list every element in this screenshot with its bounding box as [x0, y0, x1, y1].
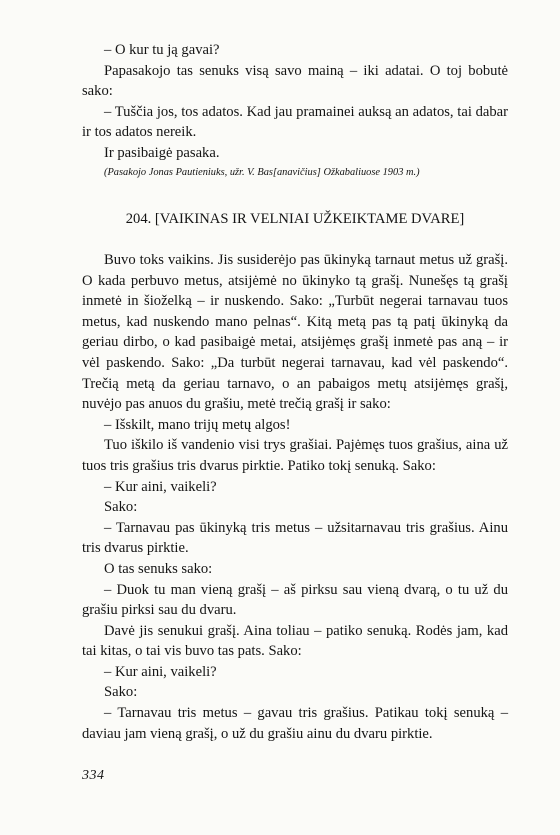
- paragraph: – Tuščia jos, tos adatos. Kad jau pramainei auksą an adatos, tai dabar ir tos adatos nereik.: [82, 103, 508, 141]
- paragraph: – Išskilt, mano trijų metų algos!: [104, 416, 291, 433]
- paragraph: Tuo iškilo iš vandenio visi trys grašiai. Pajėmęs tuos grašius, aina už tuos tris grašius tris dvarus pirktie. Patiko tokį senuką. Sako:: [82, 437, 508, 474]
- paragraph: O tas senuks sako:: [104, 560, 213, 577]
- paragraph: – Duok tu man vieną grašį – aš pirksu sau vieną dvarą, o tu už du grašiu pirksi sau du dvaru.: [82, 581, 508, 619]
- paragraph: – Kur aini, vaikeli?: [104, 663, 217, 680]
- paragraph: Davė jis senukui grašį. Aina toliau – patiko senuką. Rodės jam, kad tai kitas, o tai vis buvo tas pats. Sako:: [82, 622, 508, 660]
- paragraph: – O kur tu ją gavai?: [104, 42, 220, 58]
- paragraph: Sako:: [104, 684, 138, 701]
- paragraph: Papasakojo tas senuks visą savo mainą – iki adatai. O toj bobutė sako:: [82, 62, 508, 100]
- paragraph: Sako:: [104, 499, 138, 516]
- paragraph: – Tarnavau tris metus – gavau tris grašius. Patikau tokį senuką – daviau jam vieną grašį, o už du grašiu ainu du dvaru pirktie.: [82, 705, 508, 742]
- previous-story-ending: [82, 40, 508, 164]
- paragraph: – Tarnavau pas ūkinyką tris metus – užsitarnavau tris grašius. Ainu tris dvarus pirktie.: [82, 519, 508, 557]
- paragraph: Ir pasibaigė pasaka.: [104, 144, 220, 161]
- page-number: 334: [82, 768, 105, 783]
- paragraph: – Kur aini, vaikeli?: [104, 478, 217, 495]
- story-text: [82, 250, 508, 744]
- story-title: 204. [VAIKINAS IR VELNIAI UŽKEIKTAME DVARE]: [125, 211, 465, 227]
- source-note: (Pasakojo Jonas Pautieniuks, užr. V. Bas[anavičius] Ožkabaliuose 1903 m.): [104, 167, 420, 178]
- paragraph: Buvo toks vaikins. Jis susiderėjo pas ūkinyką tarnaut metus už grašį. O kada perbuvo metus, atsijėmė no ūkinyko tą grašį. Nunešęs tą grašį inmetė in šioželką – ir nuskendo. Sako: „Turbūt negerai tarnavau tuos metus, kad nuskendo mano pelnas“. Kitą metą pas tą patį ūkinyką da geriau dirbo, o kad pasibaigė metai, atsijėmęs grašį inmetė pas aną – ir vėl paskendo. Sako: „Da turbūt negerai tarnavau, kad vėl paskendo“. Trečią metą da geriau tarnavo, o an pabaigos metų atsijėmęs grašį, nuvėjo pas anuos du grašiu, metė trečią grašį ir sako:: [82, 252, 508, 413]
